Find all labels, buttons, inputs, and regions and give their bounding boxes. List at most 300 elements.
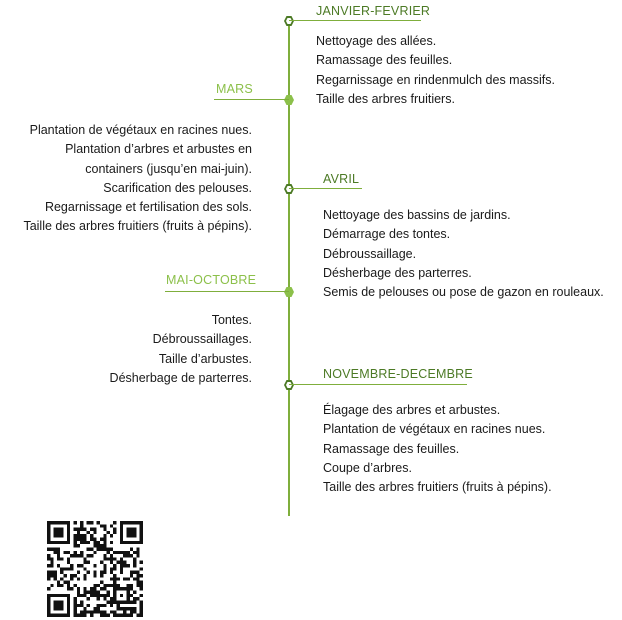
- qr-module: [100, 587, 103, 590]
- qr-module: [73, 607, 76, 610]
- qr-module: [113, 584, 116, 587]
- list-item: Ramassage des feuilles.: [323, 441, 460, 456]
- qr-module: [83, 614, 86, 617]
- qr-module: [73, 604, 76, 607]
- qr-module: [90, 528, 93, 531]
- qr-module: [117, 584, 120, 587]
- connector-mars: [214, 99, 289, 100]
- timeline-node-mai-octobre: [284, 287, 294, 297]
- qr-module: [107, 584, 110, 587]
- qr-module: [67, 557, 70, 560]
- qr-module: [64, 614, 67, 617]
- qr-module: [83, 577, 86, 580]
- qr-module: [117, 614, 120, 617]
- qr-module: [133, 521, 136, 524]
- list-item: Taille des arbres fruitiers (fruits à pépins).: [23, 219, 252, 234]
- qr-module: [110, 610, 113, 613]
- qr-module: [140, 538, 143, 541]
- qr-module: [77, 614, 80, 617]
- qr-module: [57, 607, 60, 610]
- qr-module: [140, 534, 143, 537]
- qr-module: [113, 521, 116, 524]
- qr-module: [54, 577, 57, 580]
- qr-module: [54, 541, 57, 544]
- qr-module: [136, 547, 139, 550]
- qr-module: [123, 551, 126, 554]
- qr-module: [67, 551, 70, 554]
- qr-module: [113, 594, 116, 597]
- qr-module: [140, 610, 143, 613]
- qr-module: [120, 587, 123, 590]
- qr-module: [107, 551, 110, 554]
- qr-module: [123, 607, 126, 610]
- qr-module: [120, 531, 123, 534]
- qr-module: [80, 604, 83, 607]
- qr-module: [120, 538, 123, 541]
- qr-module: [57, 584, 60, 587]
- qr-module: [93, 551, 96, 554]
- list-item: Nettoyage des allées.: [316, 34, 437, 48]
- qr-module: [107, 557, 110, 560]
- timeline-node-avril: [284, 184, 294, 194]
- qr-module: [47, 538, 50, 541]
- list-item: Débroussaillages.: [152, 332, 252, 347]
- qr-module: [73, 528, 76, 531]
- qr-module: [97, 591, 100, 594]
- qr-module: [83, 591, 86, 594]
- qr-module: [60, 577, 63, 580]
- qr-module: [136, 574, 139, 577]
- qr-module: [64, 521, 67, 524]
- qr-module: [87, 571, 90, 574]
- qr-module: [67, 610, 70, 613]
- qr-module: [97, 597, 100, 600]
- qr-module: [57, 531, 60, 534]
- qr-module: [133, 528, 136, 531]
- list-item: Coupe d’arbres.: [323, 460, 412, 475]
- qr-module: [110, 584, 113, 587]
- qr-module: [97, 584, 100, 587]
- qr-module: [60, 594, 63, 597]
- qr-module: [123, 587, 126, 590]
- qr-module: [113, 614, 116, 617]
- qr-module: [120, 557, 123, 560]
- qr-module: [117, 577, 120, 580]
- qr-module: [120, 541, 123, 544]
- heading-janvier-fevrier: JANVIER-FEVRIER: [316, 4, 431, 18]
- qr-module: [103, 547, 106, 550]
- qr-module: [100, 524, 103, 527]
- qr-module: [133, 600, 136, 603]
- qr-module: [110, 541, 113, 544]
- qr-module: [126, 564, 129, 567]
- qr-module: [60, 604, 63, 607]
- qr-module: [130, 587, 133, 590]
- qr-module: [83, 574, 86, 577]
- qr-module: [126, 584, 129, 587]
- qr-module: [47, 604, 50, 607]
- qr-module: [140, 567, 143, 570]
- qr-module: [130, 554, 133, 557]
- qr-module: [120, 521, 123, 524]
- qr-module: [123, 564, 126, 567]
- qr-module: [67, 561, 70, 564]
- qr-module: [90, 554, 93, 557]
- qr-module: [126, 597, 129, 600]
- heading-mars: MARS: [216, 82, 253, 96]
- qr-module: [113, 564, 116, 567]
- list-avril: [323, 206, 604, 302]
- qr-module: [126, 594, 129, 597]
- qr-module: [93, 594, 96, 597]
- qr-module: [80, 600, 83, 603]
- qr-module: [83, 607, 86, 610]
- qr-module: [103, 571, 106, 574]
- qr-module: [133, 534, 136, 537]
- qr-module: [67, 531, 70, 534]
- qr-module: [113, 531, 116, 534]
- qr-module: [57, 614, 60, 617]
- qr-module: [123, 541, 126, 544]
- qr-module: [117, 600, 120, 603]
- qr-module: [90, 538, 93, 541]
- qr-module: [140, 541, 143, 544]
- qr-module: [93, 584, 96, 587]
- list-mars: [2, 121, 252, 237]
- qr-module: [123, 614, 126, 617]
- qr-module: [133, 551, 136, 554]
- list-item: Regarnissage et fertilisation des sols.: [44, 200, 252, 215]
- qr-module: [64, 574, 67, 577]
- qr-module: [54, 534, 57, 537]
- qr-module: [140, 528, 143, 531]
- qr-module: [67, 538, 70, 541]
- qr-module: [110, 600, 113, 603]
- qr-module: [110, 604, 113, 607]
- qr-module: [90, 587, 93, 590]
- qr-module: [83, 594, 86, 597]
- qr-module: [107, 547, 110, 550]
- qr-module: [130, 600, 133, 603]
- qr-module: [103, 524, 106, 527]
- qr-module: [120, 564, 123, 567]
- qr-module: [126, 587, 129, 590]
- list-item: Plantation de végétaux en racines nues.: [323, 422, 546, 437]
- qr-module: [57, 521, 60, 524]
- qr-module: [77, 538, 80, 541]
- qr-module: [103, 597, 106, 600]
- connector-novembre-decembre: [289, 384, 467, 385]
- qr-module: [117, 561, 120, 564]
- qr-module: [133, 607, 136, 610]
- qr-module: [73, 551, 76, 554]
- qr-module: [140, 581, 143, 584]
- qr-module: [80, 614, 83, 617]
- qr-module: [60, 584, 63, 587]
- qr-module: [120, 561, 123, 564]
- qr-module: [93, 538, 96, 541]
- qr-module: [60, 541, 63, 544]
- qr-module: [47, 534, 50, 537]
- qr-module: [93, 607, 96, 610]
- qr-module: [67, 597, 70, 600]
- qr-module: [67, 581, 70, 584]
- qr-module: [130, 610, 133, 613]
- qr-module: [110, 534, 113, 537]
- qr-module: [126, 600, 129, 603]
- qr-module: [103, 610, 106, 613]
- qr-module: [103, 564, 106, 567]
- qr-module: [57, 600, 60, 603]
- heading-mai-octobre: MAI-OCTOBRE: [166, 273, 257, 287]
- qr-module: [110, 554, 113, 557]
- qr-module: [140, 600, 143, 603]
- qr-module: [103, 528, 106, 531]
- qr-module: [110, 557, 113, 560]
- qr-module: [120, 607, 123, 610]
- qr-module: [133, 610, 136, 613]
- list-item: Taille d’arbustes.: [158, 351, 252, 366]
- qr-module: [133, 571, 136, 574]
- qr-module: [113, 600, 116, 603]
- qr-module: [77, 554, 80, 557]
- qr-module: [110, 577, 113, 580]
- qr-module: [123, 561, 126, 564]
- qr-module: [130, 607, 133, 610]
- qr-module: [60, 607, 63, 610]
- qr-module: [70, 577, 73, 580]
- list-novembre-decembre: [323, 401, 552, 497]
- qr-module: [77, 531, 80, 534]
- qr-module: [103, 614, 106, 617]
- qr-module: [57, 557, 60, 560]
- qr-module: [126, 531, 129, 534]
- qr-module: [93, 528, 96, 531]
- qr-module: [57, 528, 60, 531]
- qr-module: [50, 557, 53, 560]
- qr-module: [73, 600, 76, 603]
- qr-module: [60, 614, 63, 617]
- qr-module: [73, 597, 76, 600]
- qr-module: [136, 551, 139, 554]
- qr-module: [60, 528, 63, 531]
- qr-module: [67, 534, 70, 537]
- qr-module: [113, 577, 116, 580]
- qr-module: [140, 594, 143, 597]
- timeline-node-janvier-fevrier: [284, 16, 294, 26]
- qr-module: [50, 614, 53, 617]
- qr-module: [133, 531, 136, 534]
- heading-novembre-decembre: NOVEMBRE-DECEMBRE: [323, 367, 473, 381]
- qr-module: [87, 597, 90, 600]
- qr-module: [130, 574, 133, 577]
- qr-module: [47, 541, 50, 544]
- qr-module: [90, 610, 93, 613]
- qr-module: [73, 584, 76, 587]
- qr-module: [90, 614, 93, 617]
- qr-module: [123, 554, 126, 557]
- qr-module: [103, 567, 106, 570]
- qr-module: [57, 594, 60, 597]
- qr-module: [140, 584, 143, 587]
- qr-module: [117, 604, 120, 607]
- qr-module: [110, 571, 113, 574]
- list-item: Démarrage des tontes.: [323, 227, 451, 242]
- qr-module: [77, 534, 80, 537]
- qr-module: [136, 554, 139, 557]
- qr-module: [136, 541, 139, 544]
- qr-module: [50, 571, 53, 574]
- connector-janvier-fevrier: [289, 20, 421, 21]
- qr-module: [126, 541, 129, 544]
- qr-module: [47, 564, 50, 567]
- timeline-node-mars: [284, 95, 294, 105]
- qr-module: [80, 524, 83, 527]
- qr-module: [136, 577, 139, 580]
- list-item: Désherbage des parterres.: [323, 265, 472, 280]
- qr-module: [126, 554, 129, 557]
- qr-module: [103, 541, 106, 544]
- qr-module: [47, 571, 50, 574]
- qr-module: [77, 544, 80, 547]
- qr-module: [54, 600, 57, 603]
- qr-module: [93, 571, 96, 574]
- qr-module: [103, 584, 106, 587]
- qr-module: [100, 610, 103, 613]
- qr-module: [73, 521, 76, 524]
- qr-module: [140, 604, 143, 607]
- qr-module: [70, 564, 73, 567]
- qr-module: [70, 574, 73, 577]
- qr-module: [136, 597, 139, 600]
- list-item: Débroussaillage.: [323, 246, 417, 261]
- qr-module: [57, 547, 60, 550]
- qr-module: [126, 551, 129, 554]
- qr-module: [47, 524, 50, 527]
- qr-module: [90, 547, 93, 550]
- qr-module: [54, 604, 57, 607]
- qr-module: [113, 610, 116, 613]
- list-item: Élagage des arbres et arbustes.: [323, 403, 501, 417]
- qr-module: [133, 597, 136, 600]
- qr-module: [60, 567, 63, 570]
- qr-module: [77, 564, 80, 567]
- qr-module: [130, 541, 133, 544]
- qr-module: [100, 594, 103, 597]
- qr-module: [120, 594, 123, 597]
- list-janvier-fevrier: [316, 32, 555, 109]
- qr-module: [130, 584, 133, 587]
- qr-module: [80, 521, 83, 524]
- qr-module: [67, 604, 70, 607]
- qr-module: [80, 534, 83, 537]
- qr-module: [67, 521, 70, 524]
- qr-module: [140, 607, 143, 610]
- qr-module: [87, 554, 90, 557]
- qr-module: [70, 587, 73, 590]
- qr-module: [67, 524, 70, 527]
- qr-module: [87, 561, 90, 564]
- qr-module: [103, 604, 106, 607]
- qr-module: [100, 574, 103, 577]
- qr-module: [126, 607, 129, 610]
- qr-module: [130, 534, 133, 537]
- qr-module: [73, 538, 76, 541]
- qr-module: [120, 528, 123, 531]
- qr-module: [140, 524, 143, 527]
- qr-module: [50, 521, 53, 524]
- qr-module: [47, 547, 50, 550]
- qr-module: [113, 587, 116, 590]
- qr-module: [47, 528, 50, 531]
- list-item: Scarification des pelouses.: [103, 180, 252, 195]
- qr-module: [136, 521, 139, 524]
- timeline-node-novembre-decembre: [284, 380, 294, 390]
- qr-module: [50, 574, 53, 577]
- qr-module: [77, 594, 80, 597]
- qr-module: [103, 587, 106, 590]
- qr-module: [126, 614, 129, 617]
- qr-module: [83, 557, 86, 560]
- qr-module: [110, 567, 113, 570]
- qr-module: [83, 538, 86, 541]
- qr-module: [110, 561, 113, 564]
- qr-module: [136, 584, 139, 587]
- qr-module: [47, 594, 50, 597]
- qr-module: [77, 604, 80, 607]
- qr-module: [110, 547, 113, 550]
- qr-module: [97, 594, 100, 597]
- qr-module: [90, 594, 93, 597]
- qr-module: [123, 600, 126, 603]
- qr-module: [57, 551, 60, 554]
- qr-module: [133, 577, 136, 580]
- qr-module: [54, 547, 57, 550]
- qr-module: [54, 551, 57, 554]
- qr-module: [136, 581, 139, 584]
- qr-module: [133, 541, 136, 544]
- connector-mai-octobre: [165, 291, 289, 292]
- connector-avril: [289, 188, 362, 189]
- qr-module: [54, 528, 57, 531]
- qr-module: [67, 600, 70, 603]
- qr-module: [57, 554, 60, 557]
- qr-module: [47, 597, 50, 600]
- qr-module: [140, 587, 143, 590]
- qr-module: [57, 534, 60, 537]
- qr-module: [80, 541, 83, 544]
- qr-module: [123, 577, 126, 580]
- qr-module: [57, 604, 60, 607]
- qr-module: [100, 604, 103, 607]
- qr-module: [47, 607, 50, 610]
- qr-module: [113, 591, 116, 594]
- qr-module: [97, 544, 100, 547]
- qr-module: [133, 564, 136, 567]
- qr-module: [70, 554, 73, 557]
- qr-module: [47, 614, 50, 617]
- list-item: Plantation de végétaux en racines nues.: [29, 123, 252, 137]
- qr-module: [73, 574, 76, 577]
- qr-module: [97, 607, 100, 610]
- qr-module: [140, 614, 143, 617]
- qr-module: [77, 587, 80, 590]
- qr-module: [73, 610, 76, 613]
- qr-module: [87, 531, 90, 534]
- qr-module: [67, 594, 70, 597]
- qr-module: [83, 561, 86, 564]
- qr-module: [77, 528, 80, 531]
